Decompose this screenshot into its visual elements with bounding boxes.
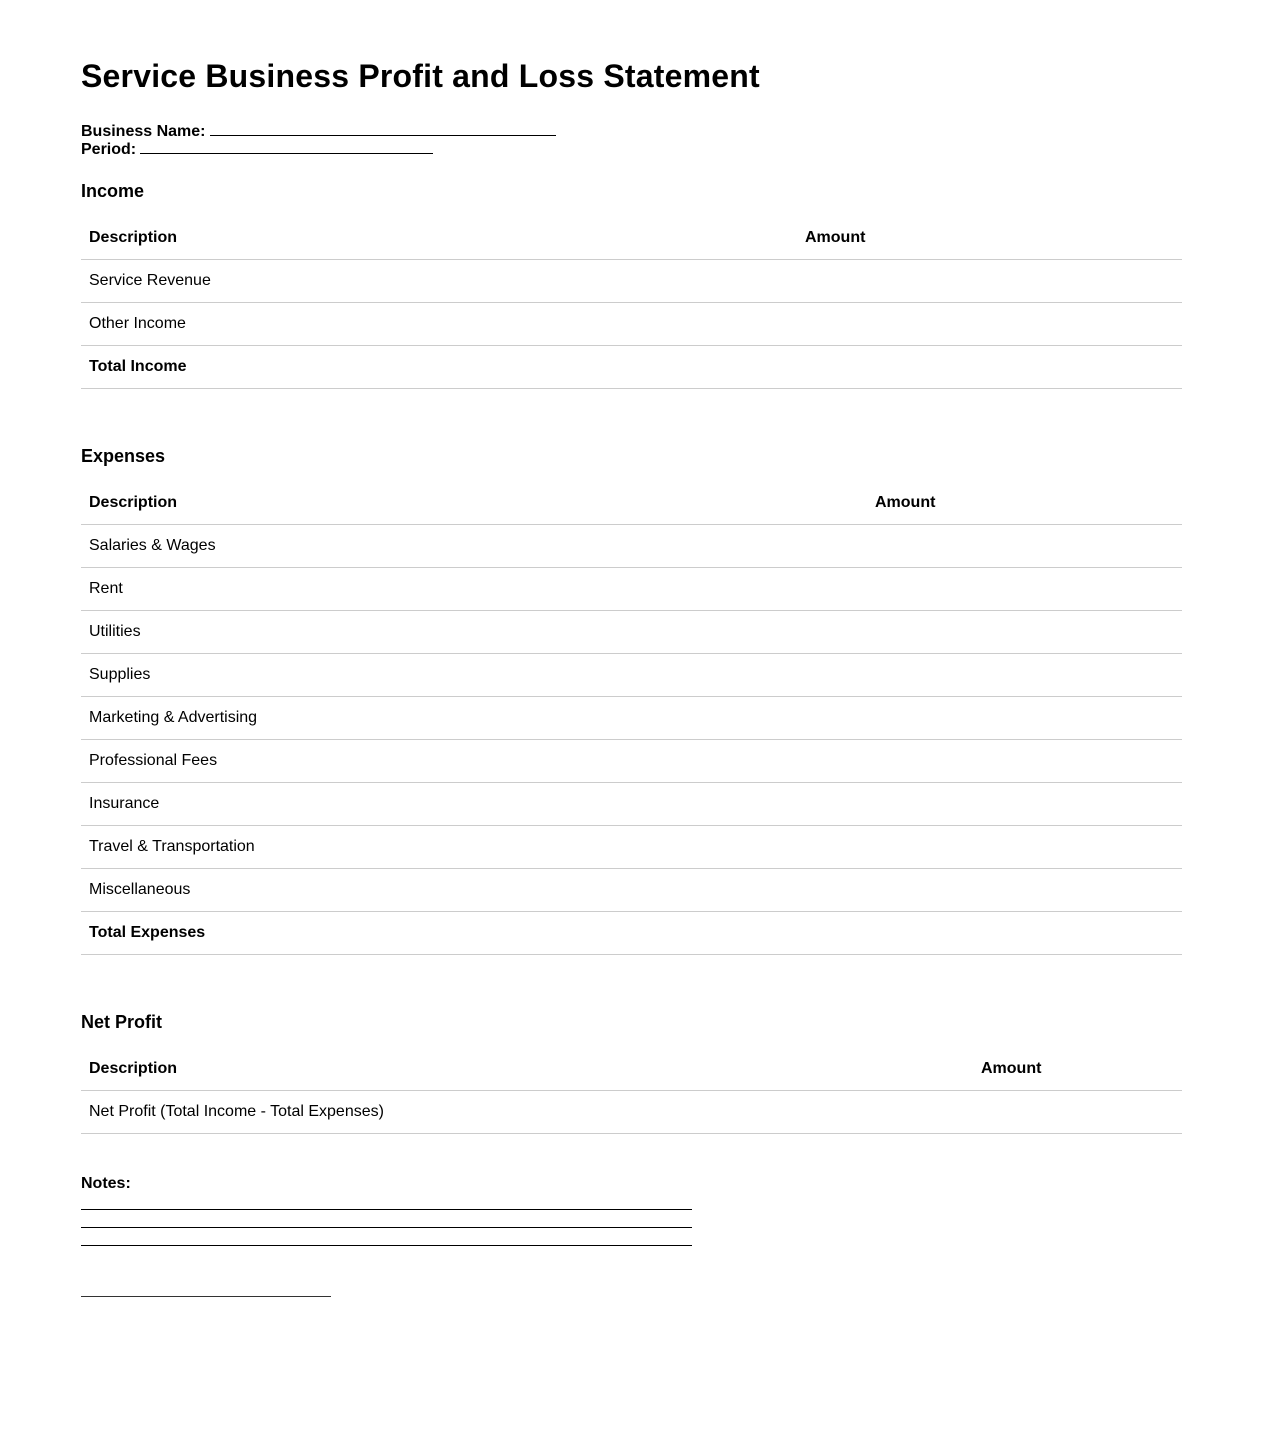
- row-description: Rent: [81, 568, 867, 611]
- table-row: [81, 260, 1182, 303]
- business-name-blank[interactable]: [210, 121, 556, 136]
- table-row: [81, 654, 1182, 697]
- row-description: Other Income: [81, 303, 797, 346]
- row-description: Miscellaneous: [81, 869, 867, 912]
- col-description: Description: [81, 217, 797, 260]
- table-row: [81, 611, 1182, 654]
- row-amount[interactable]: [797, 303, 1182, 346]
- row-amount[interactable]: [867, 783, 1182, 826]
- row-amount[interactable]: [867, 697, 1182, 740]
- table-row: [81, 568, 1182, 611]
- row-amount[interactable]: [867, 912, 1182, 955]
- net-profit-table: [81, 1048, 1182, 1134]
- row-amount[interactable]: [867, 568, 1182, 611]
- row-description: Utilities: [81, 611, 867, 654]
- row-description: Service Revenue: [81, 260, 797, 303]
- table-row: [81, 869, 1182, 912]
- income-table: [81, 217, 1182, 389]
- total-row: [81, 346, 1182, 389]
- page-title: Service Business Profit and Loss Statement: [81, 58, 760, 94]
- notes-line[interactable]: [81, 1209, 692, 1210]
- row-description: Marketing & Advertising: [81, 697, 867, 740]
- row-amount[interactable]: [867, 826, 1182, 869]
- col-amount: Amount: [867, 482, 1182, 525]
- row-description: Professional Fees: [81, 740, 867, 783]
- row-description: Insurance: [81, 783, 867, 826]
- row-description: Total Income: [81, 346, 797, 389]
- income-heading: Income: [81, 181, 145, 201]
- row-description: Salaries & Wages: [81, 525, 867, 568]
- business-name-label: Business Name:: [81, 123, 206, 140]
- row-amount[interactable]: [973, 1091, 1182, 1134]
- row-description: Total Expenses: [81, 912, 867, 955]
- row-description: Supplies: [81, 654, 867, 697]
- row-description: Net Profit (Total Income - Total Expenses): [81, 1091, 973, 1134]
- period-field: [81, 139, 433, 159]
- table-header-row: [81, 482, 1182, 525]
- row-amount[interactable]: [797, 346, 1182, 389]
- table-header-row: [81, 1048, 1182, 1091]
- table-row: [81, 1091, 1182, 1134]
- row-amount[interactable]: [867, 525, 1182, 568]
- signature-line[interactable]: [81, 1296, 331, 1297]
- net-profit-heading: Net Profit: [81, 1012, 162, 1032]
- row-amount[interactable]: [867, 611, 1182, 654]
- period-blank[interactable]: [140, 139, 433, 154]
- col-description: Description: [81, 482, 867, 525]
- table-row: [81, 303, 1182, 346]
- table-row: [81, 697, 1182, 740]
- notes-label: Notes:: [81, 1175, 131, 1192]
- table-row: [81, 740, 1182, 783]
- col-amount: Amount: [797, 217, 1182, 260]
- expenses-heading: Expenses: [81, 446, 166, 466]
- table-header-row: [81, 217, 1182, 260]
- row-description: Travel & Transportation: [81, 826, 867, 869]
- col-description: Description: [81, 1048, 973, 1091]
- row-amount[interactable]: [867, 740, 1182, 783]
- col-amount: Amount: [973, 1048, 1182, 1091]
- table-row: [81, 826, 1182, 869]
- expenses-table: [81, 482, 1182, 955]
- total-row: [81, 912, 1182, 955]
- period-label: Period:: [81, 141, 137, 158]
- row-amount[interactable]: [867, 869, 1182, 912]
- business-name-field: [81, 121, 556, 141]
- notes-line[interactable]: [81, 1245, 692, 1246]
- table-row: [81, 783, 1182, 826]
- row-amount[interactable]: [797, 260, 1182, 303]
- row-amount[interactable]: [867, 654, 1182, 697]
- table-row: [81, 525, 1182, 568]
- notes-line[interactable]: [81, 1227, 692, 1228]
